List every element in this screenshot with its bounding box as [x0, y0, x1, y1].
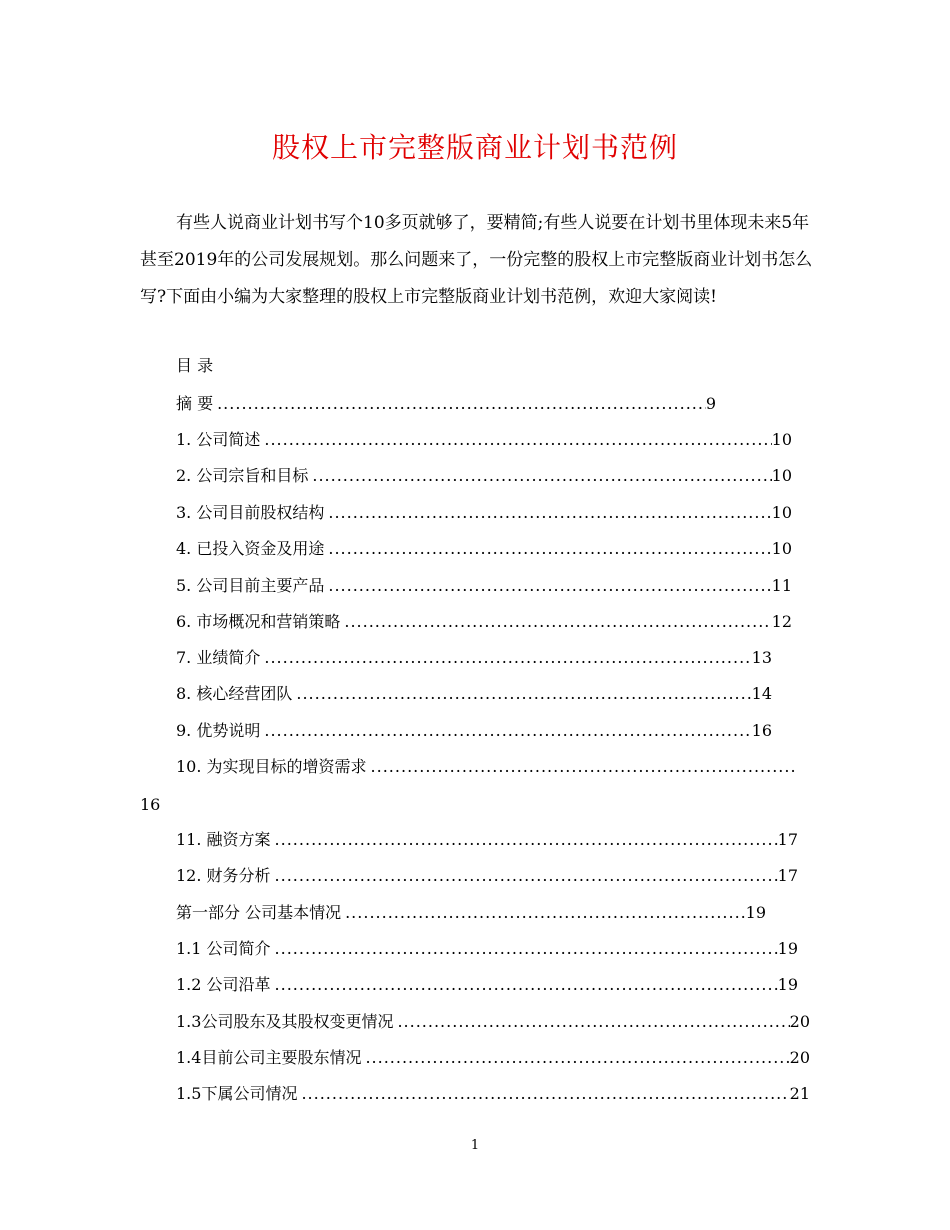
- toc-leader-dots: [217, 394, 706, 414]
- toc-entry-label: 1.3公司股东及其股权变更情况: [176, 1012, 394, 1031]
- toc-entry-page: 13: [751, 648, 772, 667]
- toc-entry-label: 1.1 公司简介: [176, 939, 271, 958]
- toc-entry-label: 12. 财务分析: [176, 866, 271, 885]
- toc-entry-label: 第一部分 公司基本情况: [176, 903, 342, 922]
- toc-entry-page: 11: [771, 576, 792, 595]
- toc-entry[interactable]: [176, 684, 772, 704]
- toc-leader-dots: [296, 684, 751, 704]
- toc-entry-page: 17: [777, 830, 798, 849]
- toc-entry[interactable]: [176, 394, 716, 414]
- toc-leader-dots: [328, 576, 771, 596]
- toc-entry[interactable]: [176, 648, 772, 668]
- toc-leader-dots: [275, 939, 778, 959]
- intro-paragraph: [140, 205, 815, 316]
- toc-entry[interactable]: [176, 830, 798, 850]
- toc-entry-page: 17: [777, 866, 798, 885]
- toc-entry[interactable]: [176, 466, 792, 486]
- toc-entry-label: 7. 业绩简介: [176, 648, 261, 667]
- toc-leader-dots: [264, 430, 771, 450]
- toc-entry[interactable]: [176, 539, 792, 559]
- toc-entry-label: 1.2 公司沿革: [176, 975, 271, 994]
- toc-entry[interactable]: [176, 612, 792, 632]
- toc-leader-dots: [264, 648, 751, 668]
- toc-entry-page: 20: [789, 1048, 810, 1067]
- toc-leader-dots: [344, 612, 771, 632]
- intro-text: 有些人说商业计划书写个10多页就够了，要精简;有些人说要在计划书里体现未来5年甚至2019年的公司发展规划。那么问题来了，一份完整的股权上市完整版商业计划书怎么写?下面由小编为大家整理的股权上市完整版商业计划书范例，欢迎大家阅读!: [140, 213, 813, 307]
- toc-entry-label: 11. 融资方案: [176, 830, 271, 849]
- toc-entry[interactable]: [176, 939, 798, 959]
- toc-entry[interactable]: [176, 1012, 810, 1032]
- toc-leader-dots: [328, 539, 771, 559]
- toc-entry-page: 10: [771, 466, 792, 485]
- toc-leader-dots: [365, 1048, 789, 1068]
- toc-leader-dots: [312, 466, 771, 486]
- toc-entry-label: 1.5下属公司情况: [176, 1084, 298, 1103]
- toc-leader-dots: [371, 757, 798, 777]
- toc-entry[interactable]: [176, 576, 792, 596]
- toc-heading: 目 录: [176, 356, 214, 375]
- toc-entry-page: 10: [771, 503, 792, 522]
- toc-entry-label: 3. 公司目前股权结构: [176, 503, 325, 522]
- toc-entry-label: 2. 公司宗旨和目标: [176, 466, 309, 485]
- toc-entry-page: 9: [705, 394, 716, 413]
- toc-entry-page: 19: [777, 939, 798, 958]
- toc-entry[interactable]: [176, 721, 772, 741]
- toc-leader-dots: [275, 866, 778, 886]
- toc-entry-page: 21: [789, 1084, 810, 1103]
- toc-leader-dots: [275, 830, 778, 850]
- toc-entry[interactable]: [176, 1048, 810, 1068]
- toc-entry-label: 10. 为实现目标的增资需求: [176, 757, 367, 776]
- toc-leader-dots: [345, 903, 746, 923]
- document-title: 股权上市完整版商业计划书范例: [271, 131, 678, 164]
- toc-entry-page: 10: [771, 539, 792, 558]
- toc-entry-page: 14: [751, 684, 772, 703]
- toc-entry-page: 16: [751, 721, 772, 740]
- toc-entry-page: 16: [140, 795, 161, 814]
- toc-entry-label: 6. 市场概况和营销策略: [176, 612, 341, 631]
- toc-leader-dots: [264, 721, 751, 741]
- toc-entry-label: 摘 要: [176, 394, 214, 413]
- page-number: 1: [470, 1138, 480, 1153]
- toc-entry-label: 4. 已投入资金及用途: [176, 539, 325, 558]
- toc-entry-page: 12: [771, 612, 792, 631]
- toc-leader-dots: [397, 1012, 789, 1032]
- toc-entry-page: 19: [777, 975, 798, 994]
- toc-entry-label: 9. 优势说明: [176, 721, 261, 740]
- toc-entry[interactable]: [176, 430, 792, 450]
- toc-entry[interactable]: [176, 503, 792, 523]
- toc-leader-dots: [275, 975, 778, 995]
- toc-entry-page: 20: [789, 1012, 810, 1031]
- toc-entry[interactable]: [176, 1084, 810, 1104]
- toc-entry-page: 10: [771, 430, 792, 449]
- toc-entry-label: 1.4目前公司主要股东情况: [176, 1048, 362, 1067]
- toc-entry[interactable]: [176, 866, 798, 886]
- toc-entry-label: 1. 公司简述: [176, 430, 261, 449]
- toc-leader-dots: [328, 503, 771, 523]
- toc-entry-label: 5. 公司目前主要产品: [176, 576, 325, 595]
- toc-entry-label: 8. 核心经营团队: [176, 684, 293, 703]
- toc-entry-page: 19: [745, 903, 766, 922]
- toc-entry[interactable]: [176, 975, 798, 995]
- toc-entry[interactable]: [176, 903, 766, 923]
- toc-leader-dots: [301, 1084, 789, 1104]
- toc-entry[interactable]: [176, 757, 798, 777]
